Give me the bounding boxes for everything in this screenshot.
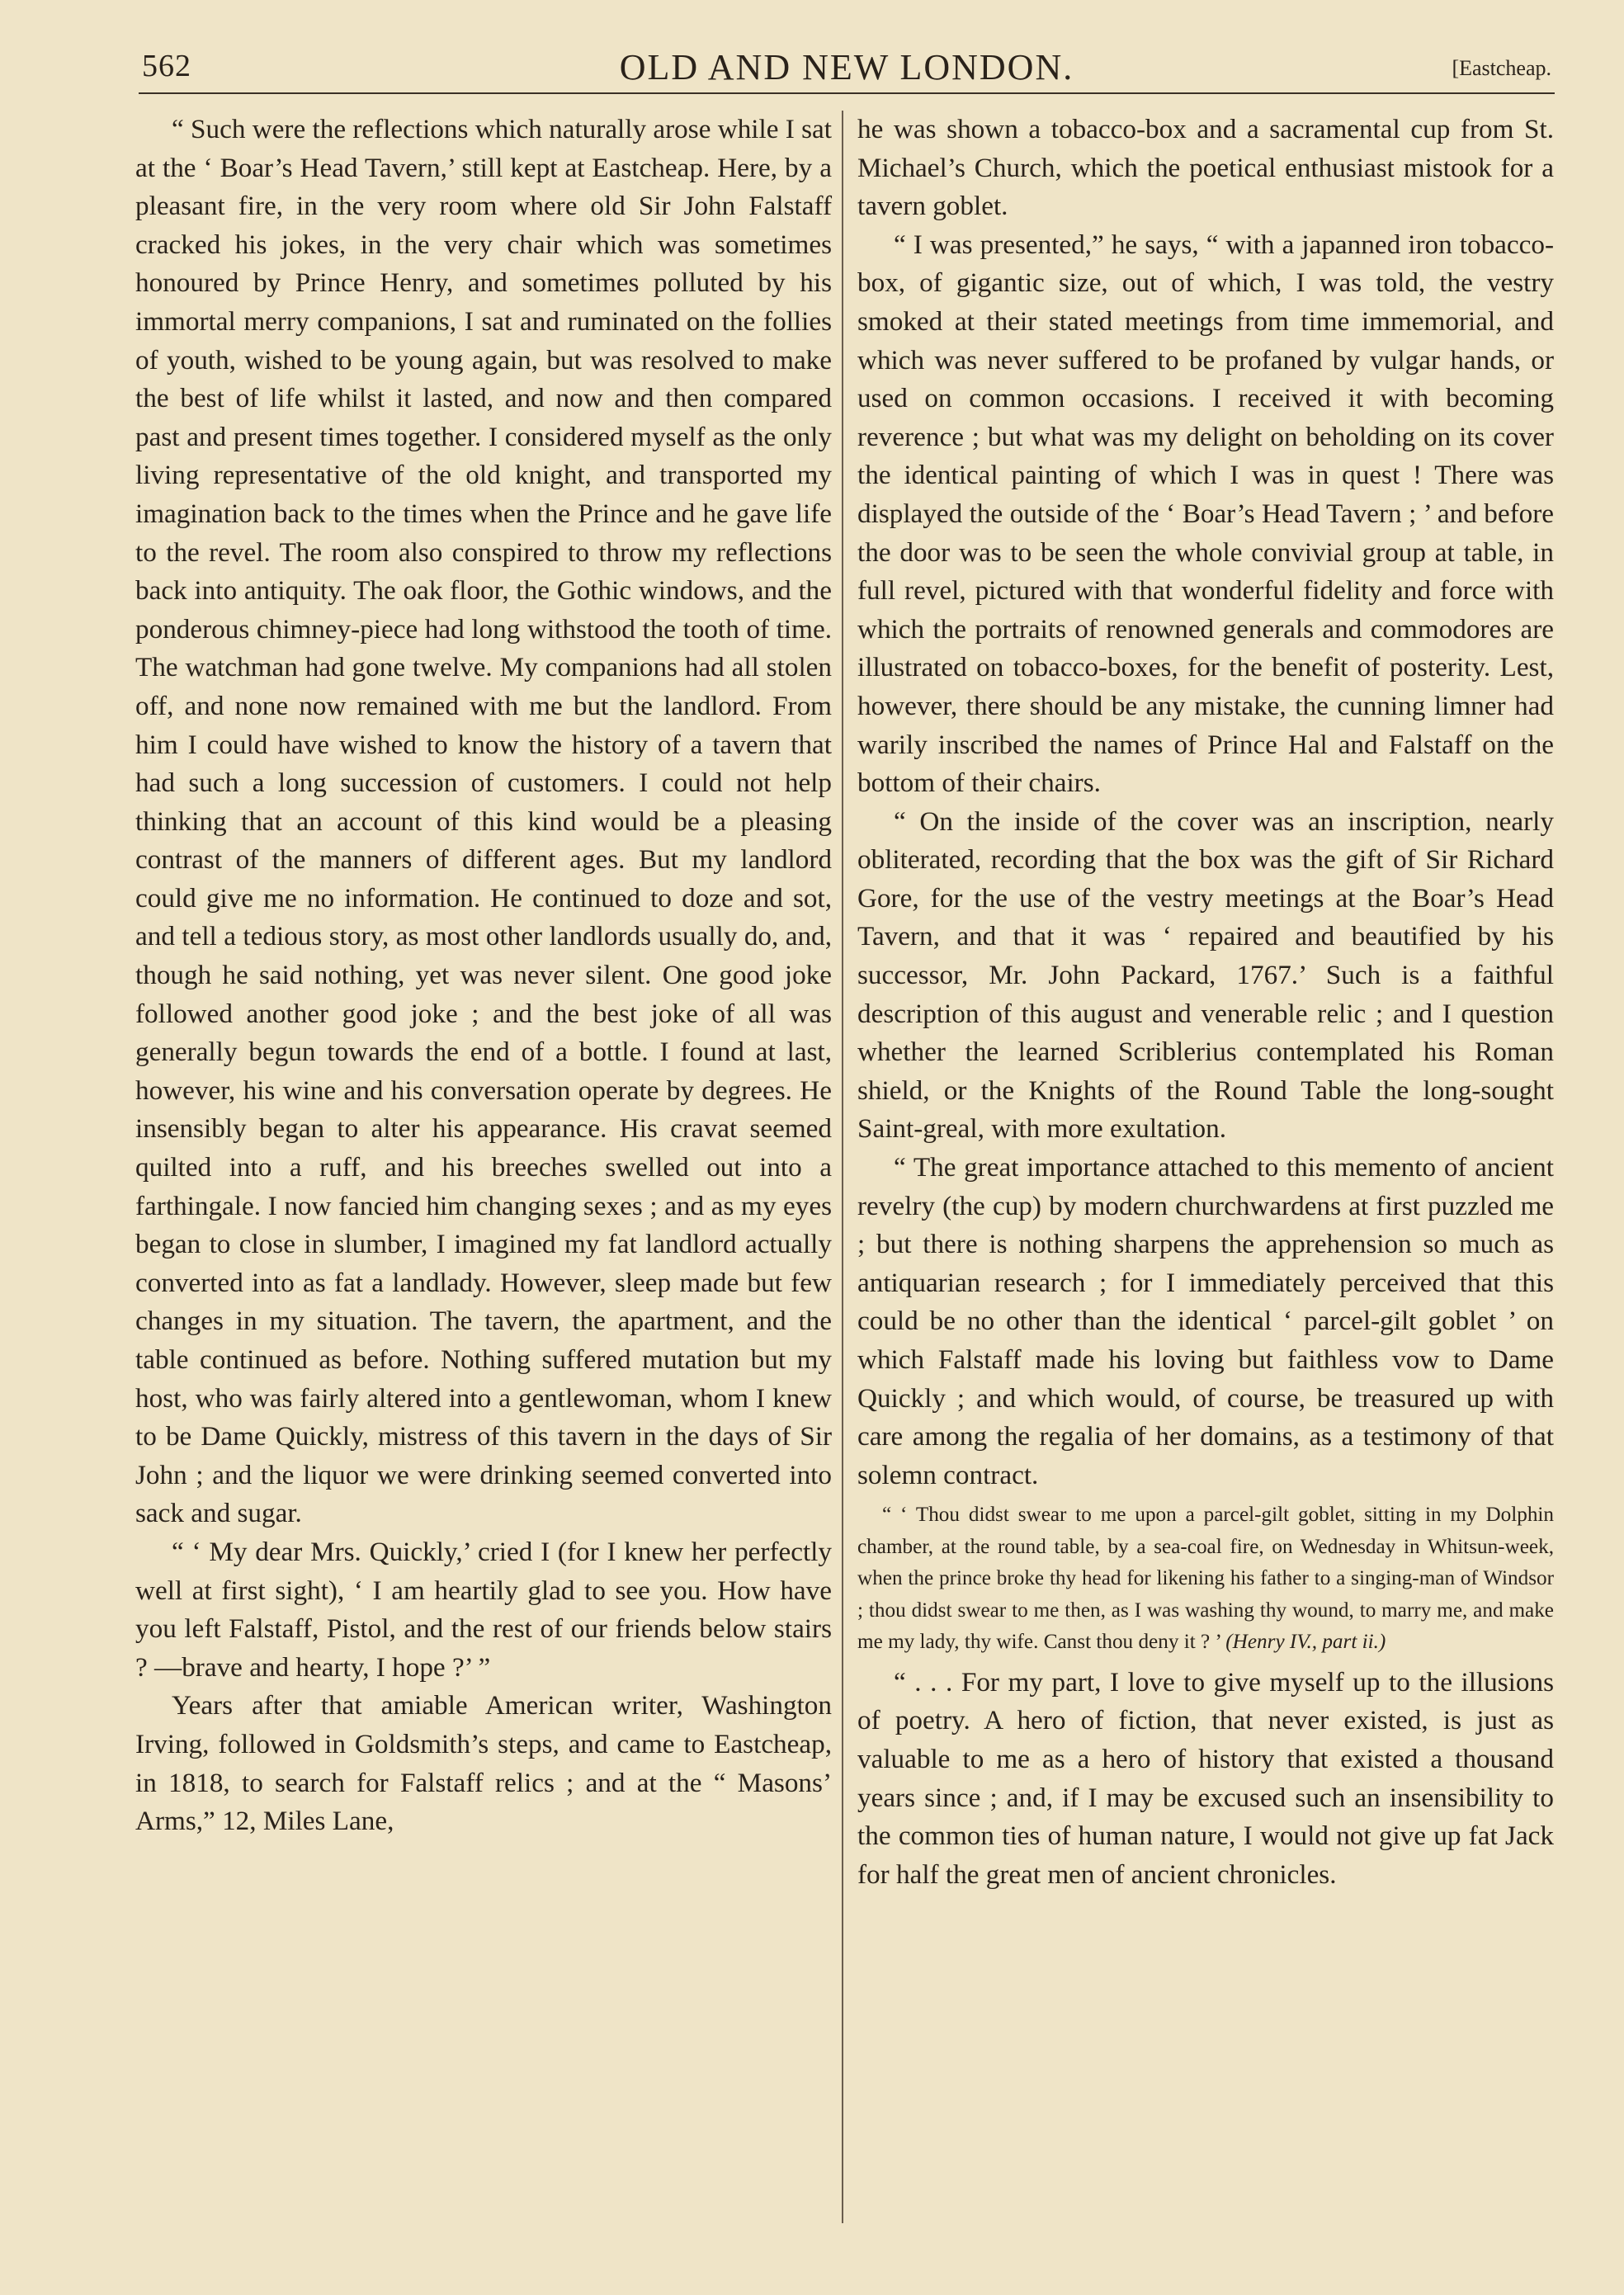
paragraph: “ Such were the reflections which naturally arose while I sat at the ‘ Boar’s Head Tavern,’ still kept at Eastcheap. Here, by a pleasant fire, in the very room where old Sir John Falstaff cracked his jokes, in the very chair which was sometimes honoured by Prince Henry, and sometimes polluted by his immortal merry companions, I sat and ruminated on the follies of youth, wished to be young again, but was resolved to make the best of life whilst it lasted, and now and then compared past and present times together. I considered myself as the only living representative of the old knight, and transported my imagination back to the times when the Prince and he gave life to the revel. The room also conspired to throw my reflections back into antiquity. The oak floor, the Gothic windows, and the ponderous chimney-piece had long withstood the tooth of time. The watchman had gone twelve. My companions had all stolen off, and none now remained with me but the landlord. From him I could have wished to know the history of a tavern that had such a long succession of customers. I could not help thinking that an account of this kind would be a pleasing contrast of the manners of different ages. But my landlord could give me no information. He continued to doze and sot, and tell a tedious story, as most other landlords usually do, and, though he said nothing, yet was never silent. One good joke followed another good joke ; and the best joke of all was generally begun towards the end of a bottle. I found at last, however, his wine and his conversation operate by degrees. He insensibly began to alter his appearance. His cravat seemed quilted into a ruff, and his breeches swelled out into a farthingale. I now fancied him changing sexes ; and as my eyes began to close in slumber, I imagined my fat landlord actually converted into as fat a landlady. However, sleep made but few changes in my situation. The tavern, the apartment, and the table continued as before. Nothing suffered mutation but my host, who was fairly altered into a gentlewoman, whom I knew to be Dame Quickly, mistress of this tavern in the days of Sir John ; and the liquor we were drinking seemed converted into sack and sugar. xyxy=(135,114,832,1529)
quote-citation: (Henry IV., part ii.) xyxy=(1225,1631,1386,1654)
block-quote xyxy=(857,1499,1554,1659)
section-label: [Eastcheap. xyxy=(1452,56,1551,80)
paragraph: Years after that amiable American writer, Washington Irving, followed in Goldsmith’s steps, and came to Eastcheap, in 1818, to search for Falstaff relics ; and at the “ Masons’ Arms,” 12, Miles Lane, xyxy=(135,1690,832,1837)
paragraph: “ . . . For my part, I love to give myself up to the illusions of poetry. A hero of fiction, that never existed, is just as valuable to me as a hero of history that existed a thousand years since ; and, if I may be excused such an insensibility to the common ties of human nature, I would not give up fat Jack for half the great men of ancient chronicles. xyxy=(857,1666,1554,1890)
right-column xyxy=(857,111,1554,2223)
paragraph: “ I was presented,” he says, “ with a japanned iron tobacco-box, of gigantic size, out of which, I was told, the vestry smoked at their stated meetings from time immemorial, and which was never suffered to be profaned by vulgar hands, or used on common occasions. I received it with becoming reverence ; but what was my delight on beholding on its cover the identical painting of which I was in quest ! There was displayed the outside of the ‘ Boar’s Head Tavern ; ’ and before the door was to be seen the whole convivial group at table, in full revel, pictured with that wonderful fidelity and force with which the portraits of renowned generals and commodores are illustrated on tobacco-boxes, for the benefit of posterity. Lest, however, there should be any mistake, the cunning limner had warily inscribed the names of Prince Hal and Falstaff on the bottom of their chairs. xyxy=(857,229,1554,799)
quote-text: “ ‘ Thou didst swear to me upon a parcel-gilt goblet, sitting in my Dolphin chamber, at the round table, by a sea-coal fire, on Wednesday in Whitsun-week, when the prince broke thy head for likening his father to a singing-man of Windsor ; thou didst swear to me then, as I was washing thy wound, to marry me, and make me my lady, thy wife. Canst thou deny it ? ’ xyxy=(857,1504,1554,1654)
paragraph: he was shown a tobacco-box and a sacramental cup from St. Michael’s Church, which the poetical enthusiast mistook for a tavern goblet. xyxy=(857,114,1554,222)
paragraph: “ ‘ My dear Mrs. Quickly,’ cried I (for I knew her perfectly well at first sight), ‘ I am heartily glad to see you. How have you left Falstaff, Pistol, and the rest of our friends below stairs ? —brave and hearty, I hope ?’ ” xyxy=(135,1536,832,1683)
running-title: OLD AND NEW LONDON. xyxy=(619,47,1074,87)
paragraph: “ On the inside of the cover was an inscription, nearly obliterated, recording that the box was the gift of Sir Richard Gore, for the use of the vestry meetings at the Boar’s Head Tavern, and that it was ‘ repaired and beautified by his successor, Mr. John Packard, 1767.’ Such is a faithful description of this august and venerable relic ; and I question whether the learned Scriblerius contemplated his Roman shield, or the Knights of the Round Table the long-sought Saint-greal, with more exultation. xyxy=(857,805,1554,1145)
page-number: 562 xyxy=(142,49,191,83)
paragraph: “ The great importance attached to this memento of ancient revelry (the cup) by modern churchwardens at first puzzled me ; but there is nothing sharpens the apprehension so much as antiquarian research ; for I immediately perceived that this could be no other than the identical ‘ parcel-gilt goblet ’ on which Falstaff made his loving but faithless vow to Dame Quickly ; and which would, of course, be treasured up with care among the regalia of her domains, as a testimony of that solemn contract. xyxy=(857,1152,1554,1490)
left-column xyxy=(135,111,832,2223)
column-divider xyxy=(842,111,843,2223)
page-header xyxy=(139,43,1555,94)
